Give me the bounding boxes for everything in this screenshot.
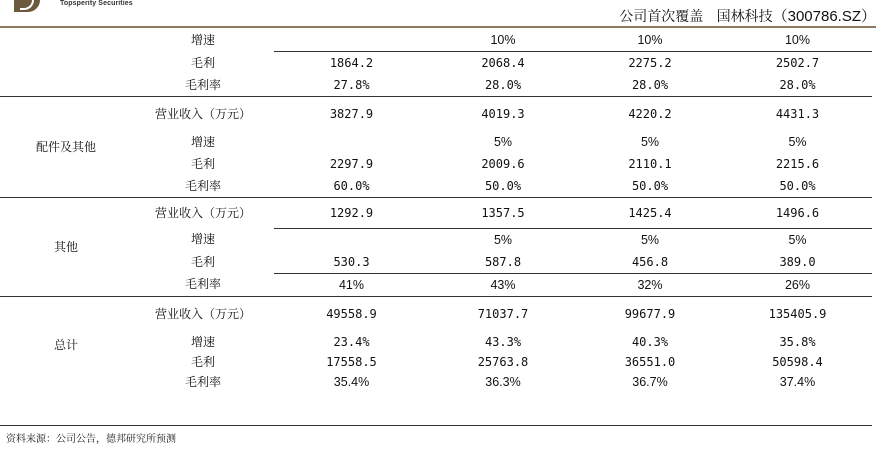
cell-value: 35.4% (333, 374, 370, 389)
cell-value: 50598.4 (772, 354, 823, 369)
row-label: 毛利率 (184, 374, 221, 389)
cell-value: 71037.7 (429, 296, 577, 331)
cell-value: 2215.6 (775, 157, 820, 171)
cell-value: 35.8% (779, 334, 816, 349)
category-cell: 总计 (0, 296, 132, 393)
stock-code: （300786.SZ） (772, 8, 876, 25)
category-cell: 其他 (0, 198, 132, 297)
cell-value: 50.0% (484, 179, 522, 193)
cell-value: 1496.6 (723, 198, 872, 229)
cell-value: 389.0 (723, 251, 872, 274)
cell-value: 1425.4 (577, 198, 723, 229)
cell-value: 99677.9 (577, 296, 723, 331)
row-label: 增速 (190, 33, 215, 48)
cell-value: 10% (577, 29, 723, 52)
cell-value: 2009.6 (481, 157, 525, 171)
cell-value: 36551.0 (624, 354, 676, 369)
cell-value: 10% (723, 29, 872, 52)
row-label: 增速 (190, 135, 215, 149)
cell-value: 27.8% (333, 78, 370, 92)
cell-value: 41% (338, 277, 365, 292)
row-label: 毛利率 (184, 78, 221, 92)
cell-value: 2275.2 (628, 56, 672, 70)
source-note: 资料来源：公司公告，德邦研究所预测 (6, 434, 176, 445)
cell-value: 36.7% (632, 374, 668, 389)
cell-value: 2110.1 (628, 157, 672, 171)
cell-value: 50.0% (631, 179, 669, 193)
table-row (0, 198, 872, 229)
cell-value: 3827.9 (274, 97, 429, 132)
cell-value: 5% (493, 232, 513, 247)
cell-value: 5% (640, 232, 660, 247)
report-type: 公司首次覆盖 (619, 9, 704, 25)
cell-value: 49558.9 (274, 296, 429, 331)
logo-icon (14, 0, 40, 12)
cell-value: 10% (429, 29, 577, 52)
row-label: 毛利 (190, 254, 215, 269)
category-cell: 配件及其他 (0, 97, 132, 198)
row-label: 营业收入（万元） (132, 97, 274, 132)
cell-value: 60.0% (333, 179, 370, 193)
cell-value (274, 228, 429, 251)
row-label: 毛利率 (184, 179, 221, 193)
header-divider (0, 26, 876, 28)
cell-value: 37.4% (779, 374, 816, 389)
cell-value: 135405.9 (723, 296, 872, 331)
cell-value: 4220.2 (577, 97, 723, 132)
forecast-table (0, 29, 872, 393)
row-label: 毛利率 (184, 277, 221, 292)
row-label: 增速 (190, 232, 215, 247)
cell-value: 2502.7 (775, 56, 820, 70)
cell-value: 43% (490, 277, 516, 292)
cell-value: 1864.2 (329, 56, 374, 70)
cell-value: 5% (788, 232, 807, 247)
row-label: 营业收入（万元） (132, 296, 274, 331)
cell-value: 1292.9 (274, 198, 429, 229)
cell-value: 28.0% (779, 78, 816, 92)
cell-value: 28.0% (484, 78, 522, 92)
table-row (0, 97, 872, 132)
cell-value: 23.4% (333, 334, 370, 349)
report-header (619, 5, 876, 26)
cell-value: 5% (788, 135, 807, 149)
cell-value: 5% (640, 135, 660, 149)
cell-value: 2068.4 (481, 56, 525, 70)
cell-value: 5% (493, 135, 513, 149)
table-bottom-divider (0, 425, 872, 426)
cell-value: 32% (637, 277, 663, 292)
company-name: 国林科技 (716, 9, 773, 25)
cell-value: 456.8 (577, 251, 723, 274)
row-label: 营业收入（万元） (132, 198, 274, 229)
cell-value: 26% (784, 277, 811, 292)
cell-value: 2297.9 (329, 157, 374, 171)
cell-value (274, 29, 429, 52)
row-label: 增速 (190, 334, 215, 349)
table-row (0, 296, 872, 331)
row-label: 毛利 (190, 55, 215, 70)
cell-value: 40.3% (631, 334, 669, 349)
cell-value (274, 131, 429, 153)
cell-value: 4431.3 (723, 97, 872, 132)
cell-value: 28.0% (631, 78, 669, 92)
table-row (0, 29, 872, 52)
cell-value: 50.0% (779, 179, 816, 193)
cell-value: 530.3 (274, 251, 429, 274)
cell-value: 587.8 (429, 251, 577, 274)
logo-text: Topsperity Securities (60, 0, 133, 7)
cell-value: 1357.5 (429, 198, 577, 229)
cell-value: 25763.8 (477, 354, 529, 369)
category-cell (0, 29, 132, 97)
cell-value: 4019.3 (429, 97, 577, 132)
row-label: 毛利 (190, 354, 215, 369)
cell-value: 36.3% (485, 374, 521, 389)
cell-value: 43.3% (484, 334, 522, 349)
cell-value: 17558.5 (326, 354, 377, 369)
row-label: 毛利 (190, 157, 215, 171)
